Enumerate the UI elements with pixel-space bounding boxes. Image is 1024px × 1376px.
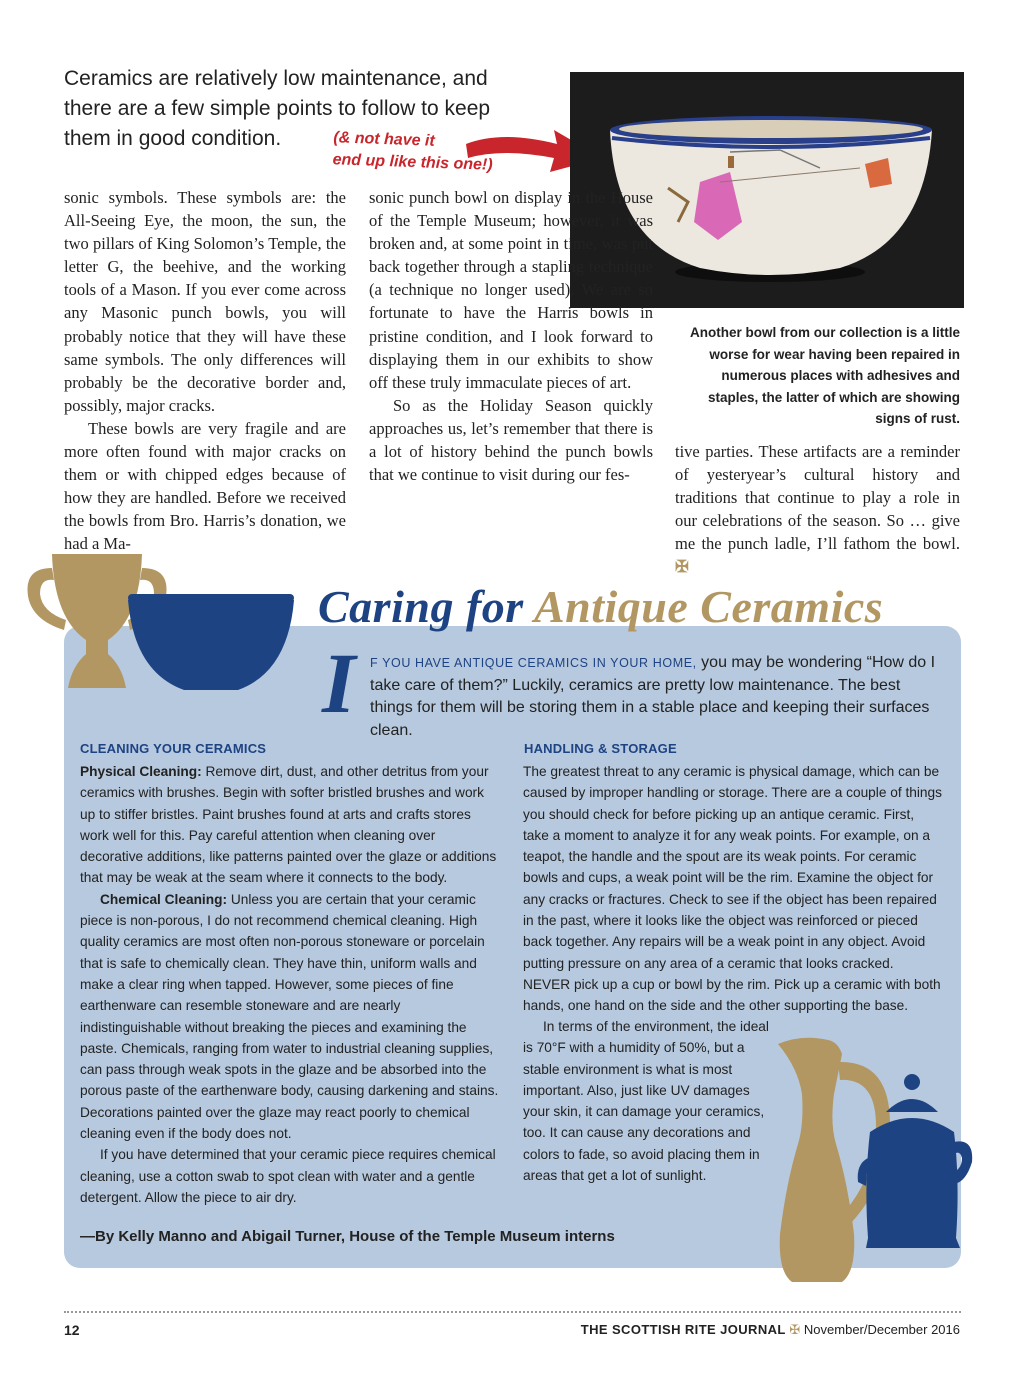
journal-footer — [581, 1322, 960, 1338]
article-column-2 — [369, 186, 653, 486]
byline: —By Kelly Manno and Abigail Turner, House of the Temple Museum interns — [80, 1228, 615, 1245]
blue-bowl-icon — [126, 592, 296, 702]
chemical-label: Chemical Cleaning: — [100, 891, 228, 907]
environment-text: In terms of the environment, the ideal is 70°F with a humidity of 50%, but a stable environment is what is most important. Also, just like UV damages your skin, it can damage your ceramics, too. It can cause any decorations and colors to fade, so avoid placing them in areas that get a lot of sunlight. — [523, 1019, 769, 1184]
lead-text: you may be wondering “How do I take care of them?” Luckily, ceramics are pretty low maintenance. The best things for them will be storing them in a stable place and keeping their surfaces clean. — [370, 654, 936, 739]
photo-caption: Another bowl from our collection is a little worse for wear having been repaired in numerous places with adhesives and staples, the latter of which are showing signs of rust. — [689, 325, 960, 426]
col2-paragraph-1: sonic punch bowl on display in the House of the Temple Museum; however, it was broken and, at some point in time, was put back together through a stapling technique (a technique no longer used). We are so fortunate to have the Harris bowls in pristine condition, and I look forward to displaying them in our exhibits to show off these truly immaculate pieces of art. — [369, 188, 653, 392]
journal-name: THE SCOTTISH RITE JOURNAL — [580, 1322, 786, 1337]
col1-paragraph-2: These bowls are very fragile and are more often found with major cracks on them or with chipped edges because of how they are handled. Before we received the bowls from Bro. Harris’s donation, we had a Ma- — [64, 418, 346, 554]
physical-text: Remove dirt, dust, and other detritus from your ceramics with brushes. Begin with softer bristled brushes and work up to stiffer bristles. Paint brushes found at arts and crafts stores work well for this. Pay careful attention when cleaning over decorative additions, like patterns painted over the glaze or additions that may be weak at the seam where it connects to the body. — [80, 764, 497, 886]
col2-paragraph-2: So as the Holiday Season quickly approaches us, let’s remember that there is a lot of history behind the punch bowls that we continue to visit during our fes- — [369, 395, 653, 485]
intro-text: Ceramics are relatively low maintenance, and there are a few simple points to follow to keep them in good condition. — [64, 67, 491, 150]
title-part-2: Antique Ceramics — [533, 581, 884, 632]
article-column-1 — [64, 186, 346, 556]
lead-smallcaps: F YOU HAVE ANTIQUE CERAMICS IN YOUR HOME, — [370, 656, 697, 670]
handnote-line1: (& not have it — [333, 129, 436, 150]
environment-body — [523, 1016, 773, 1186]
chemical-paragraph-2: If you have determined that your ceramic piece requires chemical cleaning, use a cotton swab to spot clean with water and a gentle detergent. Allow the piece to air dry. — [80, 1147, 496, 1205]
article-column-3 — [675, 440, 960, 579]
col1-paragraph-1: sonic symbols. These symbols are: the All-Seeing Eye, the moon, the sun, the two pillars of King Solomon’s Temple, the letter G, the beehive, and the working tools of a Mason. If you ever come across any Masonic punch bowls, you will probably notice that they will have these same symbols. The only differences will probably be the decorative border and, possibly, major cracks. — [64, 188, 346, 415]
cross-icon: ✠ — [789, 1322, 801, 1337]
cleaning-heading: CLEANING YOUR CERAMICS — [80, 741, 267, 756]
footer-divider — [64, 1311, 961, 1313]
handling-text: The greatest threat to any ceramic is physical damage, which can be caused by improper handling or storage. There are a couple of things you should check for before picking up an antique ceramic. First, take a moment to analyze it for any weak points. For example, on a teapot, the handle and the spout are its weak points. For ceramic bowls and cups, a weak point will be the rim. Examine the object for any cracks or fractures. Check to see if the object has been repaired in the past, where it looks like the object was reinforced or pieced back together. Any repairs will be a weak point in any object. Avoid putting pressure on any area of a ceramic that looks cracked. NEVER pick up a cup or bowl by the rim. Pick up a ceramic with both hands, one hand on the side and the other supporting the base. — [523, 764, 942, 1014]
handnote-line2: end up like this one!) — [332, 151, 493, 174]
sidebar-lead — [370, 652, 945, 742]
drop-cap: I — [322, 635, 356, 731]
handling-body — [523, 761, 943, 1017]
page-number: 12 — [64, 1322, 80, 1338]
col3-paragraph-1: tive parties. These artifacts are a reminder of yesteryear’s cultural history and traditions that continue to play a role in our celebrations of the season. So … give me the punch ladle, I’ll fathom the bowl. — [675, 442, 960, 554]
title-part-1: Caring for — [318, 581, 534, 632]
chemical-text: Unless you are certain that your ceramic piece is non-porous, I do not recommend chemical cleaning. High quality ceramics are most often non-porous stoneware or porcelain that is safe to chemically clean. They have thin, uniform walls and make a clear ring when tapped. However, some pieces of fine earthenware can resemble stoneware and are nearly indistinguishable without breaking the pieces and examining the paste. Chemicals, ranging from water to industrial cleaning supplies, can pass through weak spots in the glaze and be absorbed into the porous paste of the earthenware body, causing darkening and stains. Decorations painted over the glaze may react poorly to chemical cleaning even if the body does not. — [80, 891, 499, 1142]
issue-date: November/December 2016 — [803, 1322, 960, 1337]
physical-label: Physical Cleaning: — [80, 764, 202, 779]
end-mark-icon: ✠ — [675, 557, 689, 577]
sidebar-title — [318, 580, 883, 633]
teapot-icon — [856, 1072, 976, 1248]
handling-heading: HANDLING & STORAGE — [524, 741, 677, 756]
cleaning-body — [80, 761, 500, 1208]
